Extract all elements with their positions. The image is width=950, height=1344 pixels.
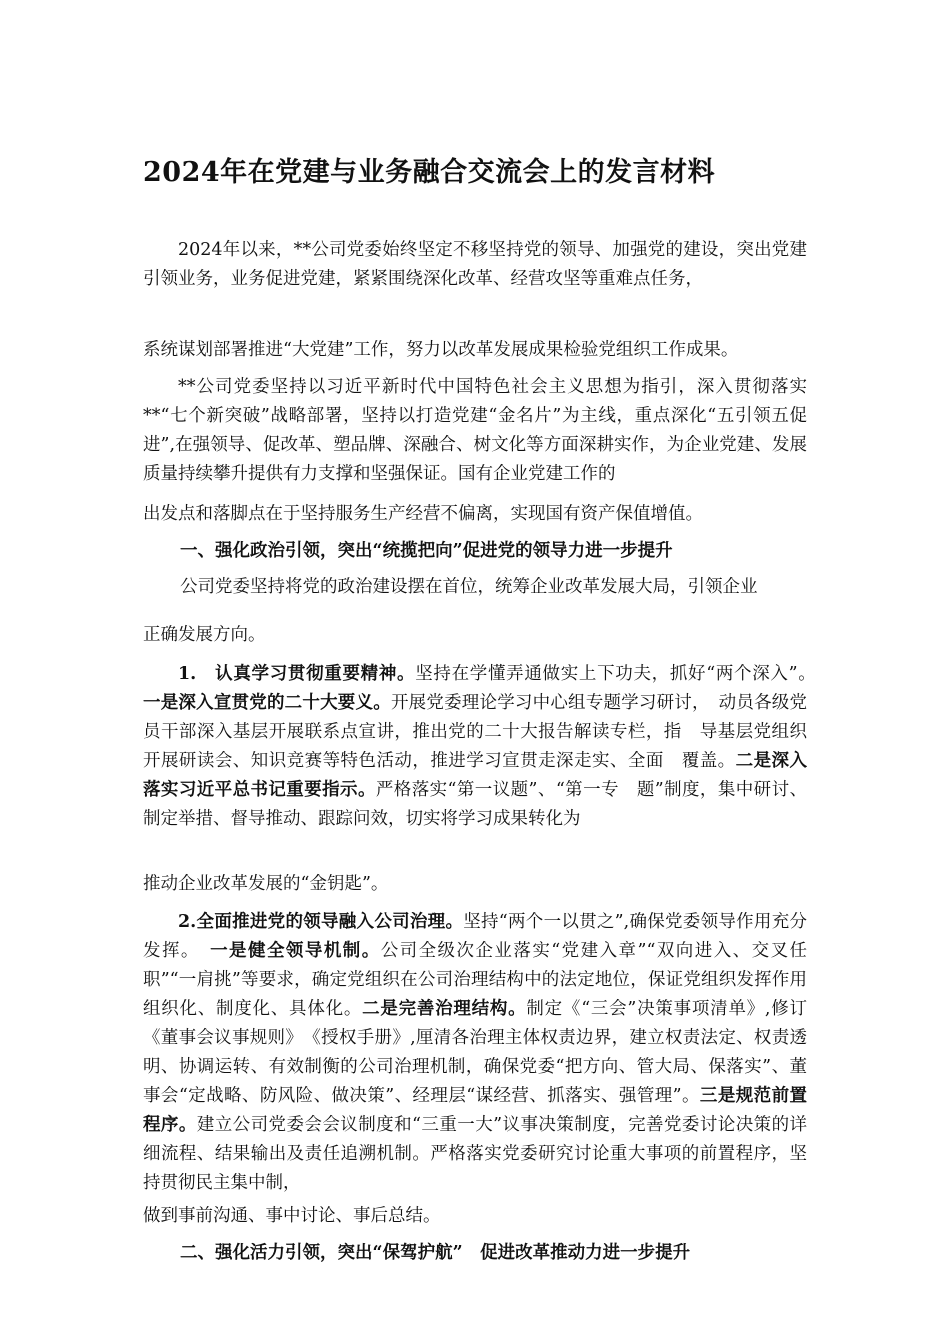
list-item-2-continued: 做到事前沟通、事中讨论、事后总结。 — [143, 1206, 441, 1226]
section-heading-2: 二、强化活力引领，突出“保驾护航” 促进改革推动力进一步提升 — [180, 1243, 691, 1263]
paragraph-strategy-continued: 出发点和落脚点在于坚持服务生产经营不偏离，实现国有资产保值增值。 — [143, 504, 703, 524]
list-item-2-point-1: 一是健全领导机制。 — [210, 941, 381, 961]
section-heading-1: 一、强化政治引领，突出“统揽把向”促进党的领导力进一步提升 — [180, 541, 673, 561]
paragraph-intro-continued: 系统谋划部署推进“大党建”工作，努力以改革发展成果检验党组织工作成果。 — [143, 340, 739, 360]
list-item-1-point-1: 一是深入宣贯党的二十大要义。 — [143, 693, 391, 713]
paragraph-strategy: **公司党委坚持以习近平新时代中国特色社会主义思想为指引，深入贯彻落实**“七个新突破”战略部署，坚持以打造党建“金名片”为主线，重点深化“五引领五促进”,在强领导、促改革、塑品牌、深融合、树文化等方面深耕实作，为企业党建、发展质量持续攀升提供有力支撑和坚强保证。国有企业党建工作的 — [143, 377, 807, 484]
paragraph-intro: 2024年以来，**公司党委始终坚定不移坚持党的领导、加强党的建设，突出党建引领业务，业务促进党建，紧紧围绕深化改革、经营攻坚等重难点任务， — [143, 240, 807, 289]
paragraph-political-continued: 正确发展方向。 — [143, 625, 266, 645]
list-item-2 — [143, 908, 807, 1198]
list-item-1-continued: 推动企业改革发展的“金钥匙”。 — [143, 874, 389, 894]
list-item-2-text-2: 公司全级次企业落实“党建入章”“双向进入、交叉任职”“一肩挑”等要求，确定党组织在公司治理结构中的法定地位，保证党组织发挥作用组织化、制度化、具体化。 — [143, 941, 808, 1019]
list-item-2-lead: 2.全面推进党的领导融入公司治理。 — [178, 912, 464, 932]
list-item-1-text-3: 严格落实“第一议题”、“第一专 题”制度，集中研讨、制定举措、督导推动、跟踪问效，切实将学习成果转化为 — [143, 780, 807, 829]
list-item-2-point-2: 二是完善治理结构。 — [362, 999, 527, 1019]
list-item-2-text-3: 制定《“三会”决策事项清单》,修订《董事会议事规则》 《授权手册》,厘清各治理主体权责边界，建立权责法定、权责透明、协调运转、有效制衡的公司治理机制，确保党委“把方向、管大局、保落实”、董事会“定战略、防风险、做决策”、经理层“谋经营、抓落实、强管理”。 — [143, 999, 807, 1106]
paragraph-political: 公司党委坚持将党的政治建设摆在首位，统筹企业改革发展大局，引领企业 — [180, 577, 758, 597]
list-item-1 — [143, 660, 807, 834]
list-item-1-point-2: 二是深入落实习近平总书记重要指示。 — [143, 751, 807, 800]
list-item-1-text-2: 开展党委理论学习中心组专题学习研讨， 动员各级党员干部深入基层开展联系点宣讲，推出党的二十大报告解读专栏，指 导基层党组织开展研读会、知识竞赛等特色活动，推进学习宣贯走深走实、全面 覆盖。 — [143, 693, 808, 771]
list-item-2-text-4: 建立公司党委会会议制度和“三重一大”议事决策制度，完善党委讨论决策的详细流程、结果输出及责任追溯机制。严格落实党委研究讨论重大事项的前置程序，坚持贯彻民主集中制， — [143, 1115, 808, 1193]
document-title: 2024年在党建与业务融合交流会上的发言材料 — [143, 157, 716, 188]
list-item-2-text-1: 坚持“两个一以贯之”,确保党委领导作用充分发挥。 — [143, 912, 807, 961]
list-item-2-point-3: 三是规范前置程序。 — [143, 1086, 807, 1135]
list-item-1-text-1: 坚持在学懂弄通做实上下功夫，抓好“两个深入”。 — [415, 664, 807, 684]
list-item-1-lead: 认真学习贯彻重要精神。 — [215, 664, 416, 684]
list-item-1-number: 1. — [178, 664, 197, 684]
